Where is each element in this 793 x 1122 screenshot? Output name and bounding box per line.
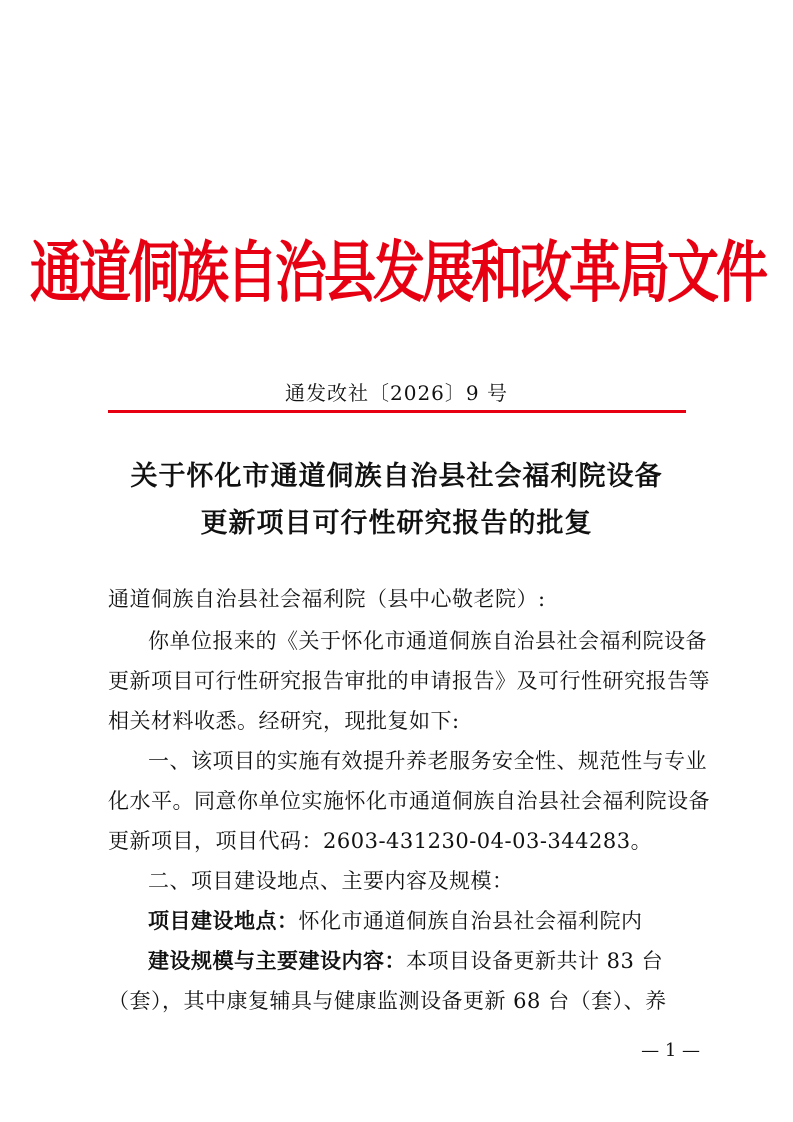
red-divider-rule (108, 410, 686, 413)
body-paragraph-1-line-3: 相关材料收悉。经研究，现批复如下: (108, 709, 460, 733)
issuing-authority-masthead: 通道侗族自治县发展和改革局文件 (30, 234, 766, 312)
page-number: — 1 — (641, 1040, 700, 1061)
project-site-label: 项目建设地点： (148, 909, 299, 933)
project-site-value: 怀化市通道侗族自治县社会福利院内 (298, 909, 643, 933)
addressee: 通道侗族自治县社会福利院（县中心敬老院）: (108, 587, 546, 611)
document-title-line-1: 关于怀化市通道侗族自治县社会福利院设备 (130, 461, 663, 492)
body-paragraph-2-line-2: 化水平。同意你单位实施怀化市通道侗族自治县社会福利院设备 (108, 789, 710, 813)
document-number: 通发改社〔2026〕9 号 (285, 381, 508, 405)
body-paragraph-1-line-1: 你单位报来的《关于怀化市通道侗族自治县社会福利院设备 (148, 629, 707, 653)
construction-scale-value-1: 本项目设备更新共计 83 台 (406, 949, 664, 973)
section-2-heading: 二、项目建设地点、主要内容及规模： (148, 869, 514, 893)
body-paragraph-2-line-3: 更新项目，项目代码：2603-431230-04-03-344283。 (108, 829, 653, 853)
document-title-line-2: 更新项目可行性研究报告的批复 (200, 508, 593, 539)
project-site-line (148, 906, 698, 936)
construction-scale-label: 建设规模与主要建设内容： (148, 949, 406, 973)
construction-scale-line-2: （套），其中康复辅具与健康监测设备更新 68 台（套）、养 (108, 989, 667, 1013)
construction-scale-line-1 (148, 946, 698, 976)
body-paragraph-2-line-1: 一、该项目的实施有效提升养老服务安全性、规范性与专业 (148, 749, 707, 773)
body-paragraph-1-line-2: 更新项目可行性研究报告审批的申请报告》及可行性研究报告等 (108, 669, 710, 693)
